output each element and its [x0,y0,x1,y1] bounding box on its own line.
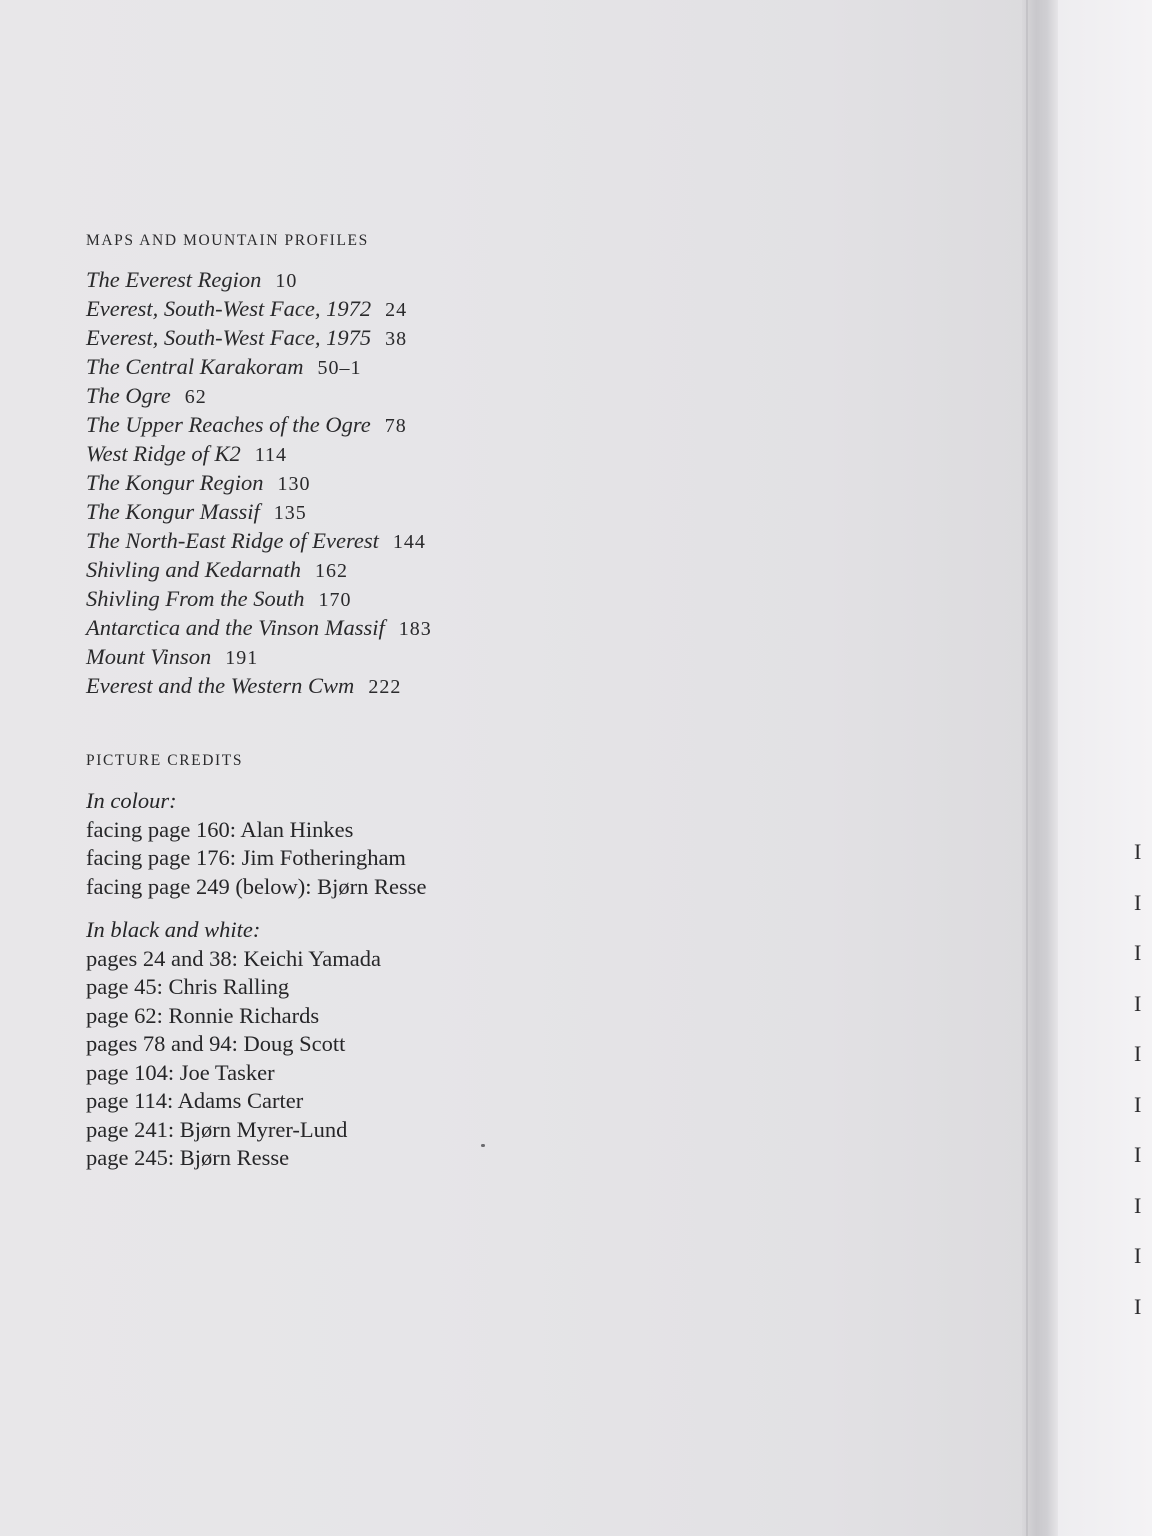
map-page-number: 78 [384,415,407,437]
credit-line: page 241: Bjørn Myrer-Lund [86,1116,348,1142]
map-title: The Kongur Massif [86,499,260,524]
facing-page-numeral: I [1134,1243,1142,1268]
map-title: The North-East Ridge of Everest [86,528,379,553]
black-white-credits [86,916,381,1173]
colour-credits [86,787,427,901]
facing-page-numeral: I [1134,940,1142,965]
credit-line: page 114: Adams Carter [86,1088,304,1113]
map-list-item [86,410,432,439]
credit-line: page 62: Ronnie Richards [86,1002,320,1028]
credit-line: pages 24 and 38: Keichi Yamada [86,945,381,971]
map-page-number: 162 [315,560,348,582]
map-title: The Everest Region [86,267,262,292]
map-page-number: 222 [368,676,402,698]
map-page-number: 10 [275,270,298,292]
map-title: The Upper Reaches of the Ogre [86,412,371,437]
credit-line: pages 78 and 94: Doug Scott [86,1031,346,1056]
credit-line: facing page 160: Alan Hinkes [86,816,354,842]
facing-page-numeral: I [1134,990,1142,1016]
credit-line: page 45: Chris Ralling [86,974,290,999]
credit-line: page 104: Joe Tasker [86,1059,275,1085]
map-title: Antarctica and the Vinson Massif [86,615,385,640]
map-title: The Ogre [86,383,171,408]
map-list-item [86,352,432,381]
colour-subheading: In colour: [86,788,177,813]
map-list-item [86,526,432,555]
map-list-item [86,497,432,526]
map-title: Everest and the Western Cwm [86,673,355,698]
map-page-number: 170 [318,589,352,611]
facing-page-numeral: I [1134,1142,1142,1167]
credit-line: page 245: Bjørn Resse [86,1145,290,1170]
map-page-number: 183 [398,618,432,640]
facing-page-numeral: I [1134,889,1142,915]
map-page-number: 50–1 [317,357,362,379]
maps-list [86,265,432,700]
map-page-number: 144 [392,531,426,553]
map-list-item [86,265,432,294]
credit-line: facing page 176: Jim Fotheringham [86,845,406,870]
credits-heading: PICTURE CREDITS [86,752,244,769]
map-page-number: 114 [254,444,288,466]
maps-heading: MAPS AND MOUNTAIN PROFILES [86,232,369,249]
map-page-number: 24 [385,299,408,321]
map-page-number: 38 [385,328,408,350]
map-list-item [86,555,432,584]
map-title: West Ridge of K2 [86,441,241,466]
map-page-number: 191 [225,647,259,669]
map-title: The Central Karakoram [86,354,304,379]
facing-page-numerals [1134,838,1141,1343]
map-title: The Kongur Region [86,470,264,495]
map-list-item [86,613,432,642]
map-page-number: 135 [273,502,307,524]
facing-page-numeral: I [1134,1293,1142,1319]
map-title: Shivling and Kedarnath [86,557,301,582]
map-page-number: 130 [277,473,311,495]
facing-page-numeral: I [1134,1091,1142,1117]
map-list-item [86,323,432,352]
map-list-item [86,381,432,410]
facing-page-numeral: I [1134,1192,1142,1218]
paper-speck [481,1144,485,1147]
facing-page-numeral: I [1134,839,1142,864]
facing-page-numeral: I [1134,1041,1142,1066]
page-edge-line [1026,0,1028,1536]
map-list-item [86,468,432,497]
map-title: Everest, South-West Face, 1972 [86,296,372,321]
map-list-item [86,294,432,323]
map-page-number: 62 [184,386,207,408]
map-list-item [86,671,432,700]
map-list-item [86,439,432,468]
credit-line: facing page 249 (below): Bjørn Resse [86,873,427,899]
map-list-item [86,584,432,613]
map-title: Mount Vinson [86,644,212,669]
map-title: Everest, South-West Face, 1975 [86,325,372,350]
black-white-subheading: In black and white: [86,917,261,942]
map-title: Shivling From the South [86,586,305,611]
map-list-item [86,642,432,671]
